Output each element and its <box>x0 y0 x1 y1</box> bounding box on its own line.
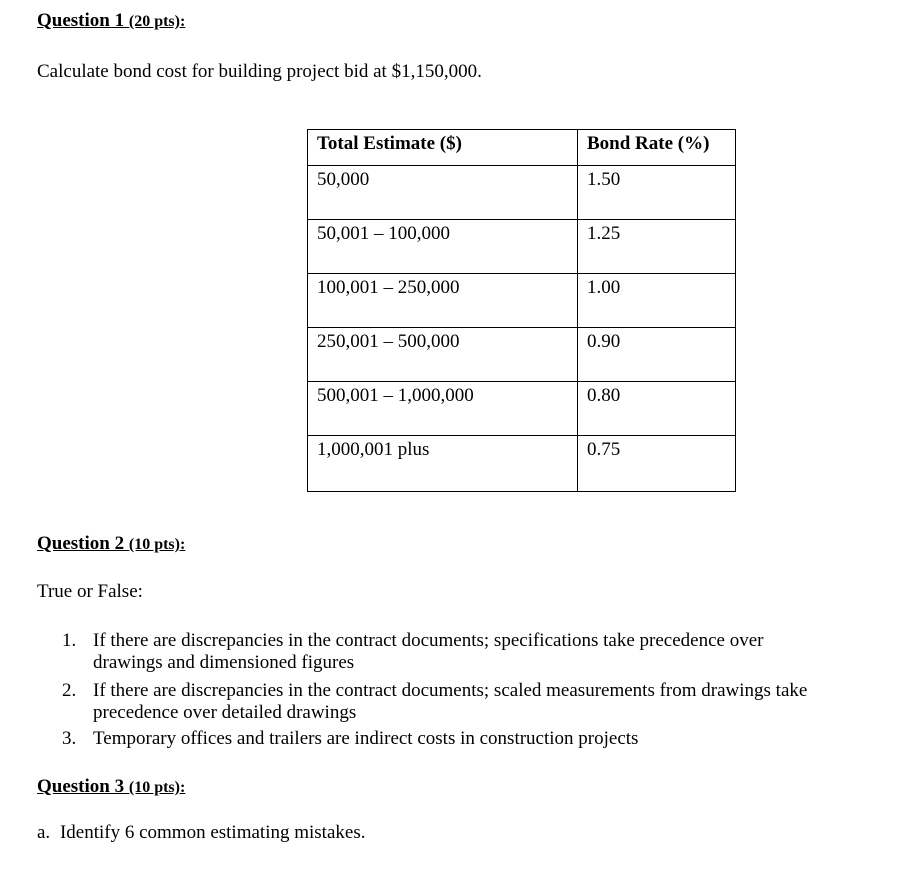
cell-rate: 1.50 <box>578 166 736 220</box>
question-2-heading <box>37 533 185 556</box>
question-3-item-a <box>37 822 365 844</box>
list-item <box>62 680 902 724</box>
true-false-intro: True or False: <box>37 581 143 602</box>
question-1-prompt: Calculate bond cost for building project bid at $1,150,000. <box>37 61 482 82</box>
item-text <box>93 728 903 750</box>
question-3-points: (10 pts): <box>128 779 186 796</box>
table-row <box>308 328 736 382</box>
item-number: 2. <box>62 680 77 701</box>
item-label: a. <box>37 822 51 843</box>
question-2-points: (10 pts): <box>128 536 186 553</box>
cell-rate: 1.00 <box>578 274 736 328</box>
cell-estimate: 50,000 <box>308 166 578 220</box>
cell-rate: 0.75 <box>578 436 736 492</box>
question-1-title: Question 1 <box>37 10 125 31</box>
bond-rate-table <box>307 129 736 492</box>
list-item <box>62 728 902 750</box>
item-text-line: precedence over detailed drawings <box>93 702 357 723</box>
table-row <box>308 382 736 436</box>
table-row <box>308 166 736 220</box>
cell-estimate: 100,001 – 250,000 <box>308 274 578 328</box>
cell-estimate: 1,000,001 plus <box>308 436 578 492</box>
item-text <box>93 630 903 674</box>
cell-estimate: 50,001 – 100,000 <box>308 220 578 274</box>
item-text-line: drawings and dimensioned figures <box>93 652 355 673</box>
table-row <box>308 436 736 492</box>
question-3-heading <box>37 776 185 799</box>
item-text-line: Temporary offices and trailers are indirect costs in construction projects <box>93 728 639 749</box>
question-2-title: Question 2 <box>37 533 125 554</box>
item-text-line: If there are discrepancies in the contract documents; specifications take precedence over <box>93 630 764 651</box>
table-row <box>308 274 736 328</box>
item-text <box>93 680 903 724</box>
table-row <box>308 220 736 274</box>
table-header-row <box>308 130 736 166</box>
cell-estimate: 250,001 – 500,000 <box>308 328 578 382</box>
item-number: 1. <box>62 630 77 651</box>
header-total-estimate: Total Estimate ($) <box>308 130 578 166</box>
question-1-points: (20 pts): <box>128 13 186 30</box>
question-3-title: Question 3 <box>37 776 125 797</box>
cell-rate: 0.90 <box>578 328 736 382</box>
question-1-heading <box>37 10 185 33</box>
item-text-line: If there are discrepancies in the contract documents; scaled measurements from drawings take <box>93 680 808 701</box>
item-text: Identify 6 common estimating mistakes. <box>59 822 366 843</box>
header-bond-rate: Bond Rate (%) <box>578 130 736 166</box>
cell-estimate: 500,001 – 1,000,000 <box>308 382 578 436</box>
cell-rate: 0.80 <box>578 382 736 436</box>
list-item <box>62 630 902 674</box>
item-number: 3. <box>62 728 77 749</box>
cell-rate: 1.25 <box>578 220 736 274</box>
